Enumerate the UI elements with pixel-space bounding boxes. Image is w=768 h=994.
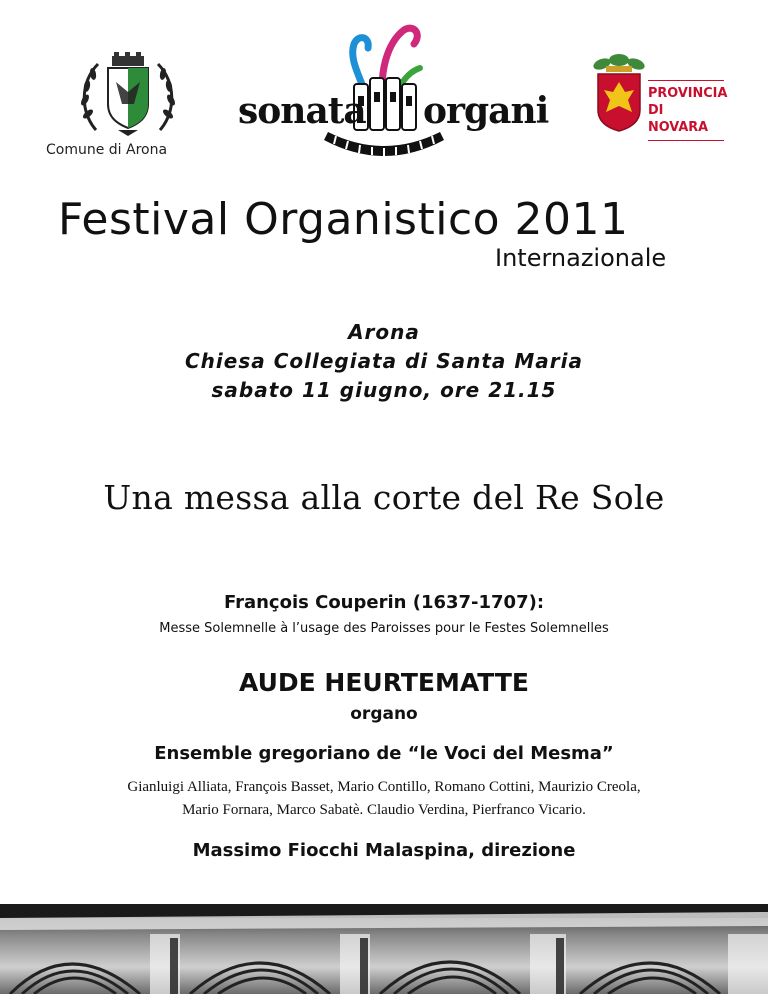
provincia-di-novara-logo (592, 52, 728, 136)
work-title: Messe Solemnelle à l’usage des Paroisses pour le Festes Solemnelles (159, 621, 609, 636)
director: Massimo Fiocchi Malaspina, direzione (192, 840, 576, 861)
performer-name: AUDE HEURTEMATTE (238, 668, 529, 697)
organi-word: organi (423, 90, 549, 132)
bottom-decorative-photo (0, 904, 768, 994)
ensemble-members (0, 776, 768, 822)
venue-church: Chiesa Collegiata di Santa Maria (185, 349, 583, 373)
carved-stone-frieze-icon (0, 904, 768, 994)
sonata-word: sonata (238, 90, 366, 132)
composer: François Couperin (1637-1707): (223, 592, 545, 613)
festival-title: Festival Organistico 2011 (58, 194, 629, 245)
venue-datetime: sabato 11 giugno, ore 21.15 (211, 378, 557, 402)
provincia-di-novara-crest-icon (592, 52, 646, 132)
members-line1: Gianluigi Alliata, François Basset, Mario Contillo, Romano Cottini, Maurizio Creola, (127, 779, 641, 795)
venue-block (0, 318, 768, 405)
ensemble-name: Ensemble gregoriano de “le Voci del Mesma” (154, 743, 614, 764)
members-line2: Mario Fornara, Marco Sabatè. Claudio Verdina, Pierfranco Vicario. (182, 802, 586, 818)
novara-line2: DI NOVARA (648, 102, 709, 135)
provincia-di-novara-text (648, 80, 728, 141)
performer-instrument: organo (350, 704, 418, 724)
comune-di-arona-logo (46, 52, 210, 164)
festival-subtitle: Internazionale (495, 244, 667, 272)
venue-city: Arona (348, 320, 420, 344)
concert-title: Una messa alla corte del Re Sole (103, 478, 665, 517)
novara-line1: PROVINCIA (648, 85, 728, 101)
sonata-organi-logo (228, 22, 549, 162)
comune-di-arona-crest-icon (78, 52, 178, 136)
arona-caption: Comune di Arona (46, 142, 168, 158)
